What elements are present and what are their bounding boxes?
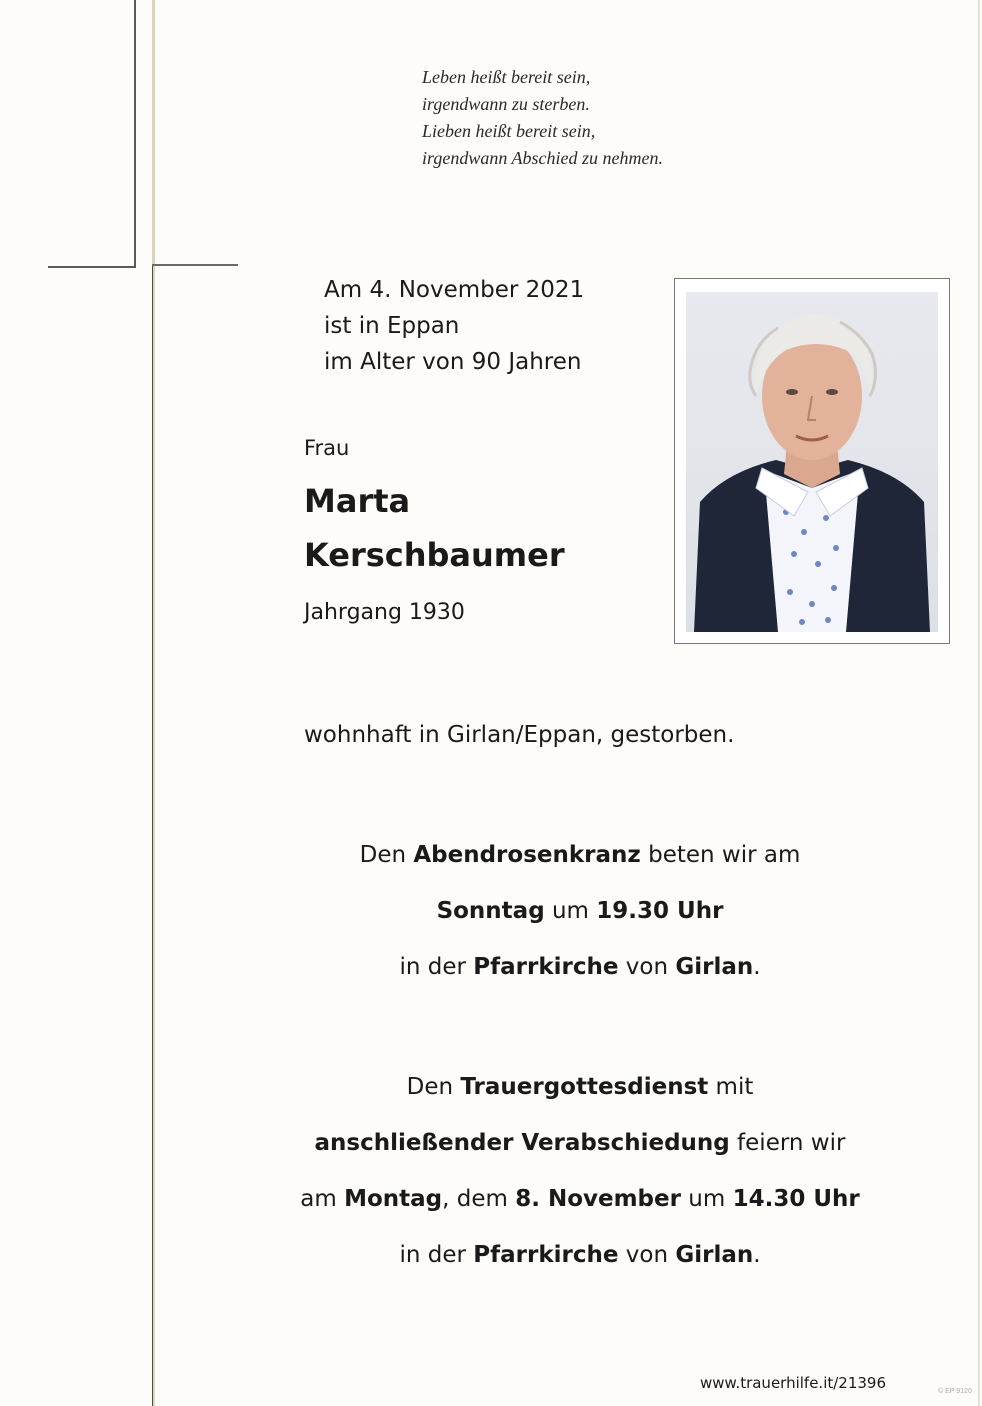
text: in der [399, 1242, 474, 1268]
footer-code: © EP 9120 [938, 1388, 972, 1395]
text: Den [406, 1074, 461, 1100]
text-bold: 14.30 Uhr [732, 1186, 860, 1212]
rosary-line-2 [200, 898, 960, 924]
footer-url[interactable]: www.trauerhilfe.it/21396 [700, 1374, 887, 1392]
text: um [680, 1186, 733, 1212]
birth-year: Jahrgang 1930 [304, 600, 465, 625]
cross-vertical-long [152, 266, 153, 1406]
service-line-1 [200, 1074, 960, 1100]
poem-line: Leben heißt bereit sein, [422, 67, 591, 87]
rosary-line-1 [200, 842, 960, 868]
text-bold: Trauergottesdienst [460, 1074, 709, 1100]
text-bold: Pfarrkirche [473, 1242, 619, 1268]
text-bold: Sonntag [436, 898, 545, 924]
text: feiern wir [729, 1130, 846, 1156]
last-name: Kerschbaumer [304, 536, 565, 574]
text: . [753, 954, 761, 980]
intro-line: ist in Eppan [324, 313, 460, 339]
text: mit [708, 1074, 754, 1100]
text: , dem [442, 1186, 516, 1212]
page-edge [978, 0, 980, 1406]
poem-line: irgendwann zu sterben. [422, 94, 590, 114]
text-bold: anschließender Verabschiedung [314, 1130, 730, 1156]
text-bold: Girlan [675, 1242, 754, 1268]
portrait-illustration [686, 292, 938, 632]
intro-line: Am 4. November 2021 [324, 277, 585, 303]
text: . [753, 1242, 761, 1268]
cross-arm-right [152, 264, 238, 266]
text: beten wir am [640, 842, 801, 868]
text: in der [399, 954, 474, 980]
portrait-frame [674, 278, 950, 644]
text: am [300, 1186, 345, 1212]
poem [422, 64, 663, 172]
deceased-name [304, 474, 565, 582]
salutation: Frau [304, 436, 350, 460]
text-bold: Pfarrkirche [473, 954, 619, 980]
text-bold: Abendrosenkranz [413, 842, 641, 868]
intro-line: im Alter von 90 Jahren [324, 349, 582, 375]
text-bold: Girlan [675, 954, 754, 980]
first-name: Marta [304, 482, 411, 520]
text-bold: 8. November [515, 1186, 681, 1212]
rosary-line-3 [200, 954, 960, 980]
service-line-2 [200, 1130, 960, 1156]
text: Den [359, 842, 414, 868]
text-bold: 19.30 Uhr [596, 898, 724, 924]
portrait-photo [686, 292, 938, 632]
text: um [544, 898, 597, 924]
residence-line: wohnhaft in Girlan/Eppan, gestorben. [304, 722, 735, 748]
text-bold: Montag [344, 1186, 443, 1212]
service-line-3 [200, 1186, 960, 1212]
poem-line: irgendwann Abschied zu nehmen. [422, 148, 663, 168]
cross-vertical-left [134, 0, 136, 268]
poem-line: Lieben heißt bereit sein, [422, 121, 596, 141]
cross-arm-left [48, 266, 136, 268]
service-line-4 [200, 1242, 960, 1268]
text: von [618, 1242, 676, 1268]
death-intro [324, 272, 584, 380]
text: von [618, 954, 676, 980]
